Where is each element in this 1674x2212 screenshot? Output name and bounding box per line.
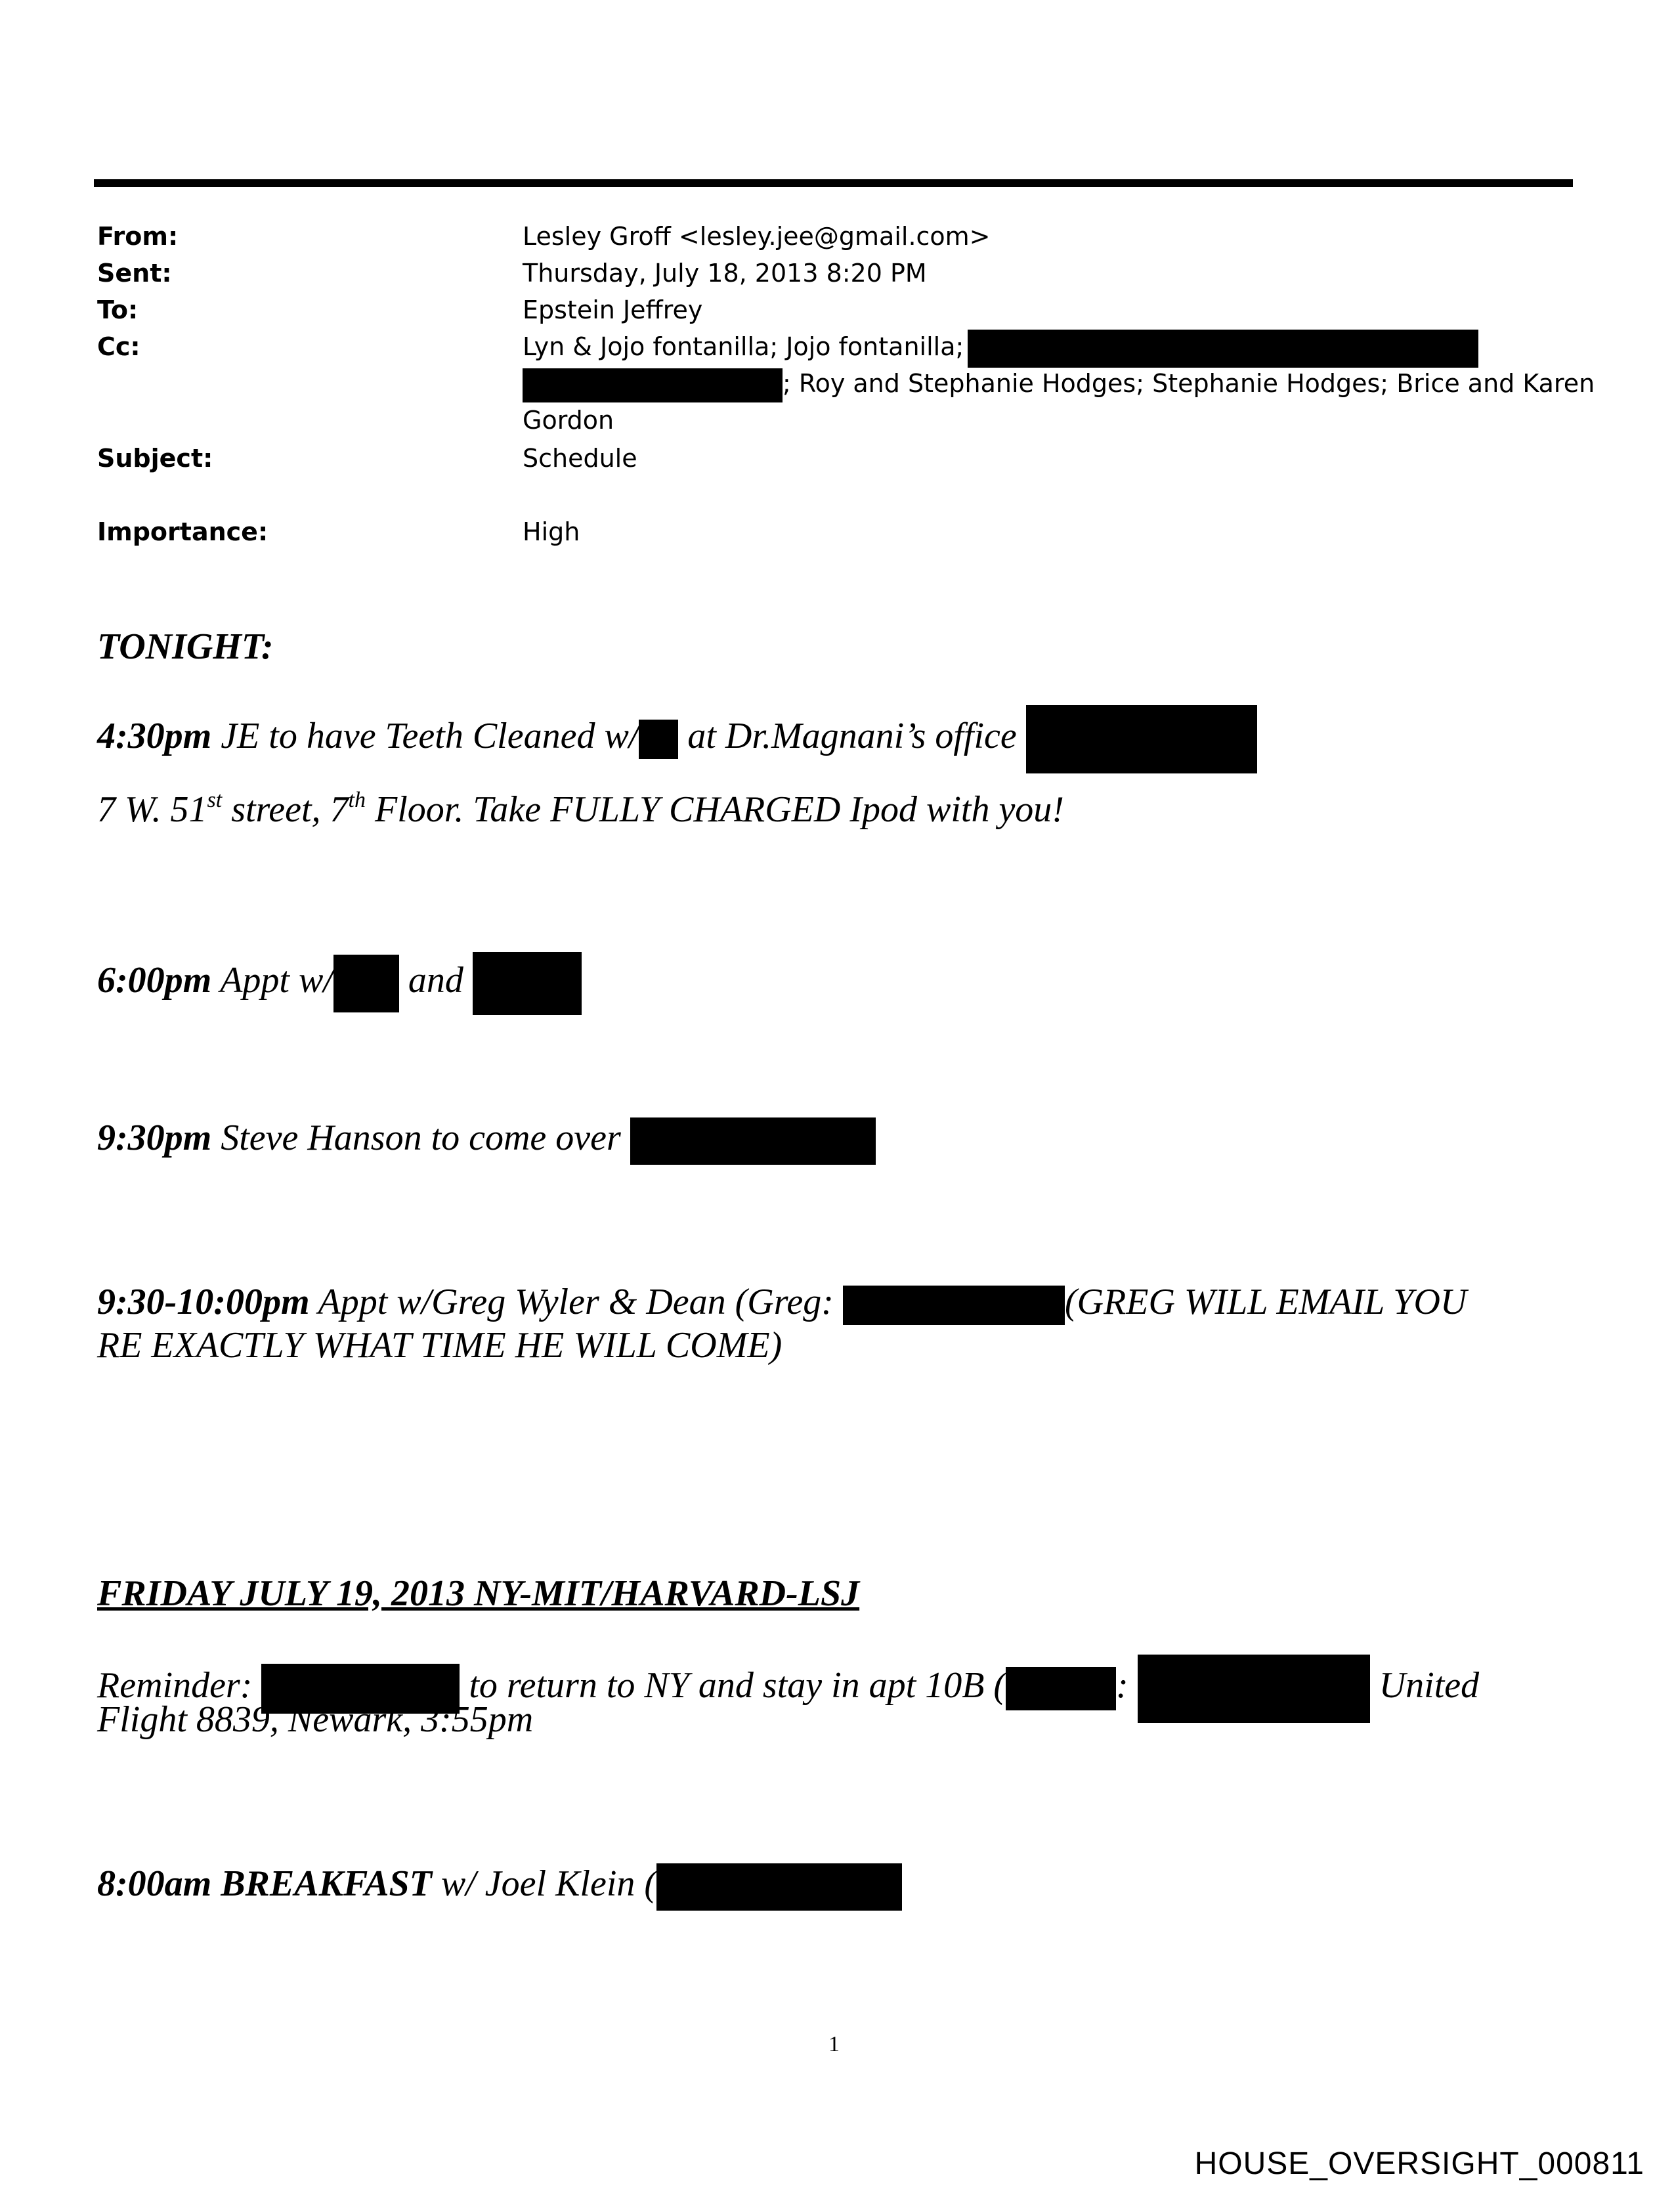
redaction-box — [843, 1286, 1065, 1325]
page-number: 1 — [828, 2032, 840, 2056]
cc-line-2 — [523, 365, 1595, 402]
item-time: 9:30-10:00pm — [97, 1282, 310, 1322]
to-value: Epstein Jeffrey — [523, 295, 703, 324]
to-label: To: — [97, 295, 139, 324]
redaction-box — [473, 952, 582, 1015]
item-text: Steve Hanson to come over — [211, 1117, 630, 1158]
item-time: 4:30pm — [97, 715, 212, 756]
subject-value: Schedule — [523, 444, 637, 473]
schedule-item-breakfast — [97, 1862, 902, 1911]
redaction-box — [656, 1863, 902, 1911]
schedule-item-appt — [97, 952, 582, 1015]
schedule-item-wyler — [97, 1280, 1467, 1325]
item-text: (GREG WILL EMAIL YOU — [1064, 1282, 1467, 1322]
cc-line-1-text: Lyn & Jojo fontanilla; Jojo fontanilla; — [523, 332, 964, 361]
sent-label: Sent: — [97, 259, 172, 288]
subject-label: Subject: — [97, 444, 213, 473]
cc-line-1 — [523, 328, 1478, 368]
friday-heading-text: FRIDAY JULY 19, 2013 NY-MIT/HARVARD-LSJ — [97, 1573, 860, 1614]
reminder-text: to return to NY and stay in apt 10B ( — [460, 1664, 1006, 1706]
friday-heading — [97, 1572, 859, 1615]
tonight-heading — [97, 625, 274, 668]
bates-stamp: HOUSE_OVERSIGHT_000811 — [1194, 2146, 1644, 2181]
redaction-box — [639, 720, 678, 759]
redaction-box — [1006, 1667, 1116, 1710]
item-text: Appt w/ — [211, 959, 333, 1001]
redaction-box — [333, 955, 399, 1012]
reminder-line-2: Flight 8839, Newark, 3:55pm — [97, 1699, 534, 1740]
schedule-item-teeth — [97, 705, 1257, 773]
cc-line-3: Gordon — [523, 406, 614, 435]
ordinal-suffix: st — [207, 788, 223, 812]
ordinal-suffix: th — [348, 788, 366, 812]
item-text: Appt w/Greg Wyler & Dean (Greg: — [309, 1282, 843, 1322]
tonight-heading-text: TONIGHT: — [97, 626, 274, 667]
item-time: 8:00am BREAKFAST — [97, 1863, 432, 1904]
importance-value: High — [523, 517, 580, 546]
item-text: JE to have Teeth Cleaned w/ — [211, 715, 639, 756]
address-text: 7 W. 51 — [97, 789, 207, 830]
from-label: From: — [97, 222, 179, 251]
importance-label: Importance: — [97, 517, 268, 546]
item-text: at Dr.Magnani’s office — [678, 715, 1026, 756]
reminder-text: United — [1369, 1664, 1480, 1706]
reminder-text: Reminder: — [97, 1664, 262, 1706]
cc-label: Cc: — [97, 332, 140, 361]
redaction-box — [1138, 1655, 1370, 1723]
cc-line-2-text: ; Roy and Stephanie Hodges; Stephanie Hodges; Brice and Karen — [783, 369, 1595, 398]
schedule-item-teeth-address — [97, 788, 1064, 831]
item-time: 9:30pm — [97, 1117, 212, 1158]
item-time: 6:00pm — [97, 959, 212, 1001]
schedule-item-wyler-line2: RE EXACTLY WHAT TIME HE WILL COME) — [97, 1325, 783, 1366]
from-value: Lesley Groff <lesley.jee@gmail.com> — [523, 222, 991, 251]
header-rule — [94, 179, 1573, 187]
sent-value: Thursday, July 18, 2013 8:20 PM — [523, 259, 927, 288]
redaction-box — [630, 1117, 876, 1165]
address-text: street, 7 — [222, 789, 349, 830]
redaction-box — [1026, 705, 1257, 773]
item-text: w/ Joel Klein ( — [431, 1863, 657, 1904]
redaction-box — [523, 368, 783, 402]
item-text: and — [398, 959, 473, 1001]
schedule-item-hanson — [97, 1116, 876, 1165]
redaction-box — [968, 330, 1478, 368]
address-text: Floor. Take FULLY CHARGED Ipod with you! — [366, 789, 1064, 830]
reminder-text: : — [1116, 1664, 1138, 1706]
